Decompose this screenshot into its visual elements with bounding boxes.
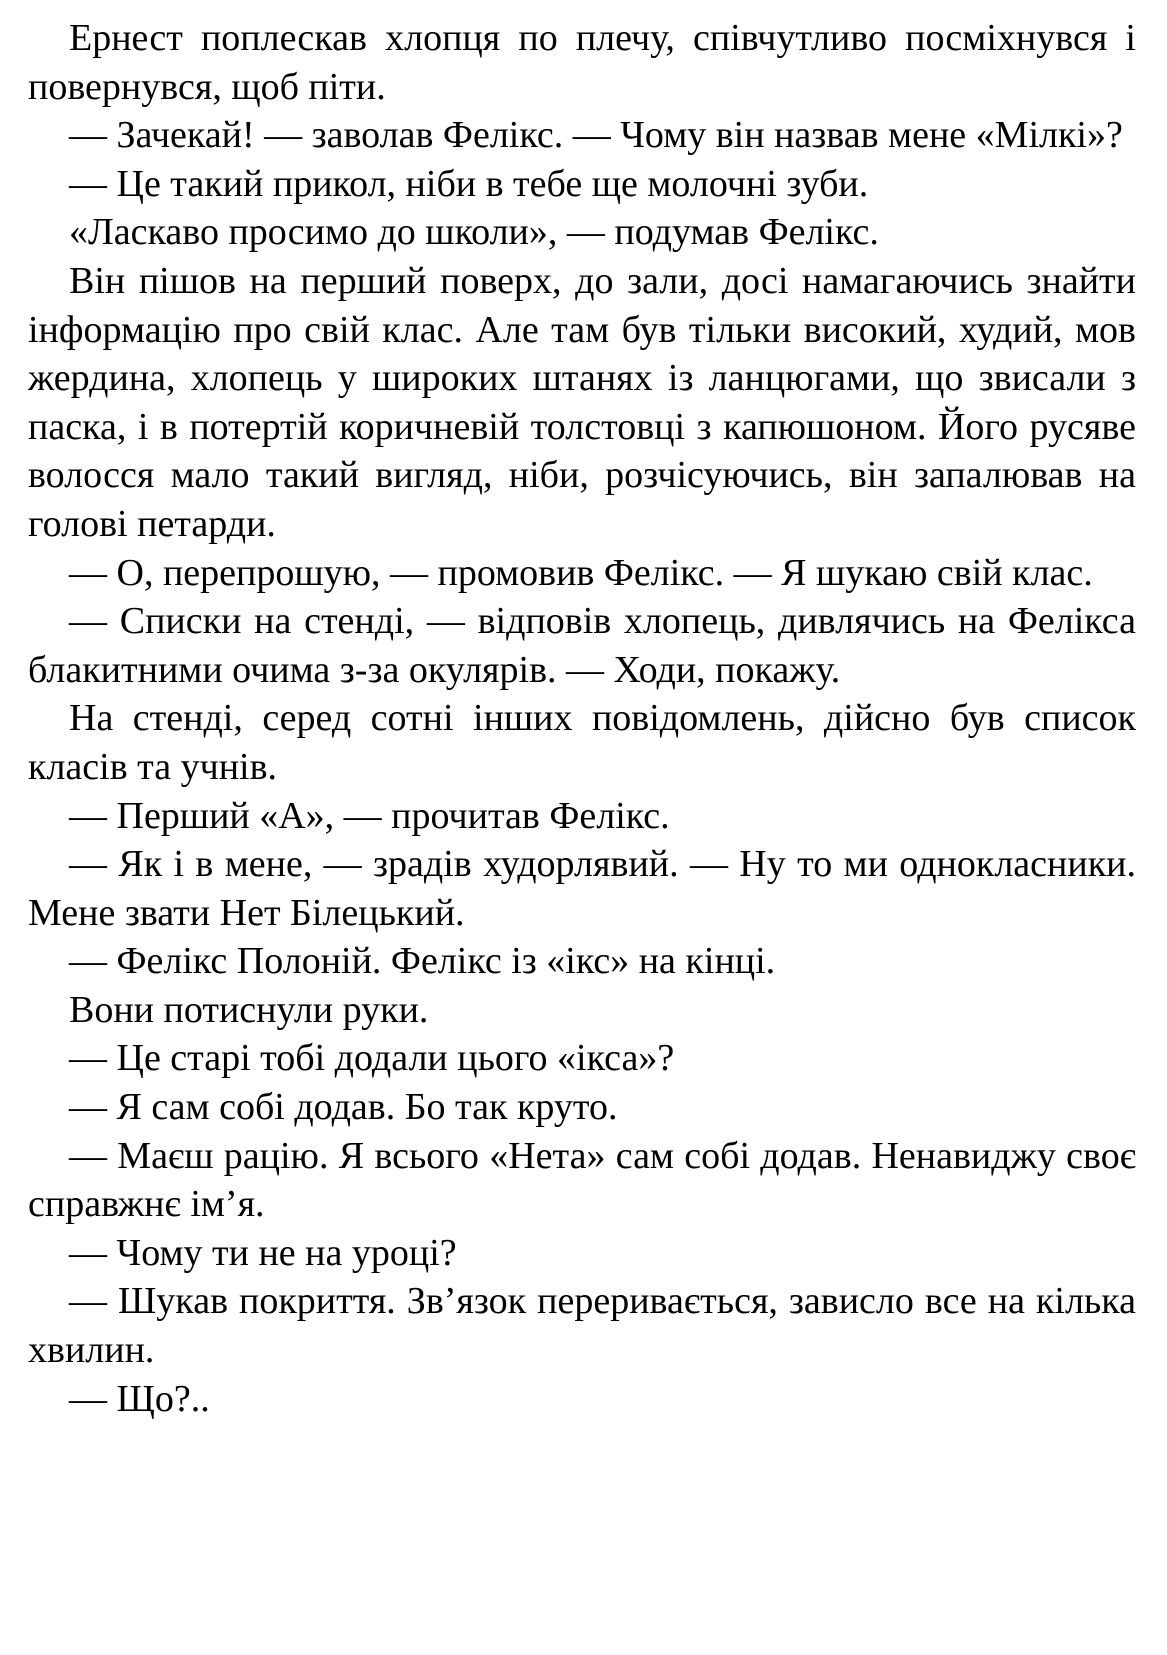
paragraph: — Зачекай! — заволав Фелікс. — Чому він назвав мене «Мілкі»? <box>69 114 1123 157</box>
paragraph: — Що?.. <box>69 1377 210 1420</box>
book-page <box>28 14 1136 1423</box>
paragraph: Ернест поплескав хлопця по плечу, співчутливо посміхнувся і повернувся, щоб піти. <box>28 17 1136 108</box>
paragraph: — Це старі тобі додали цього «ікса»? <box>69 1037 675 1080</box>
paragraph: — Перший «А», — прочитав Фелікс. <box>69 794 670 837</box>
paragraph: — Шукав покриття. Зв’язок переривається, зависло все на кілька хвилин. <box>28 1280 1136 1372</box>
paragraph: «Ласкаво просимо до школи», — подумав Фелікс. <box>69 211 879 254</box>
paragraph: — Як і в мене, — зрадів худорлявий. — Ну то ми однокласники. Мене звати Нет Білецький. <box>28 843 1136 934</box>
paragraph: Він пішов на перший поверх, до зали, досі намагаючись знайти інформацію про свій клас. Але там був тільки високий, худий, мов жердина, хлопець у широких штанях із ланцюгами, що звисали з паска, і в потертій коричневій толстовці з капюшоном. Його русяве волосся мало такий вигляд, ніби, розчісуючись, він запалював на голові петарди. <box>28 259 1136 545</box>
paragraph: — Фелікс Полоній. Фелікс із «ікс» на кінці. <box>69 940 776 983</box>
paragraph: Вони потиснули руки. <box>69 988 429 1031</box>
paragraph: — О, перепрошую, — промовив Фелікс. — Я шукаю свій клас. <box>69 551 1093 594</box>
paragraph: — Списки на стенді, — відповів хлопець, дивлячись на Фелікса блакитними очима з-за окулярів. — Ходи, покажу. <box>28 600 1136 691</box>
paragraph: — Чому ти не на уроці? <box>69 1231 457 1274</box>
paragraph: — Я сам собі додав. Бо так круто. <box>69 1086 618 1129</box>
paragraph: — Це такий прикол, ніби в тебе ще молочні зуби. <box>69 162 869 205</box>
paragraph: На стенді, серед сотні інших повідомлень, дійсно був список класів та учнів. <box>28 697 1136 788</box>
paragraph: — Маєш рацію. Я всього «Нета» сам собі додав. Ненавиджу своє справжнє ім’я. <box>28 1134 1136 1226</box>
